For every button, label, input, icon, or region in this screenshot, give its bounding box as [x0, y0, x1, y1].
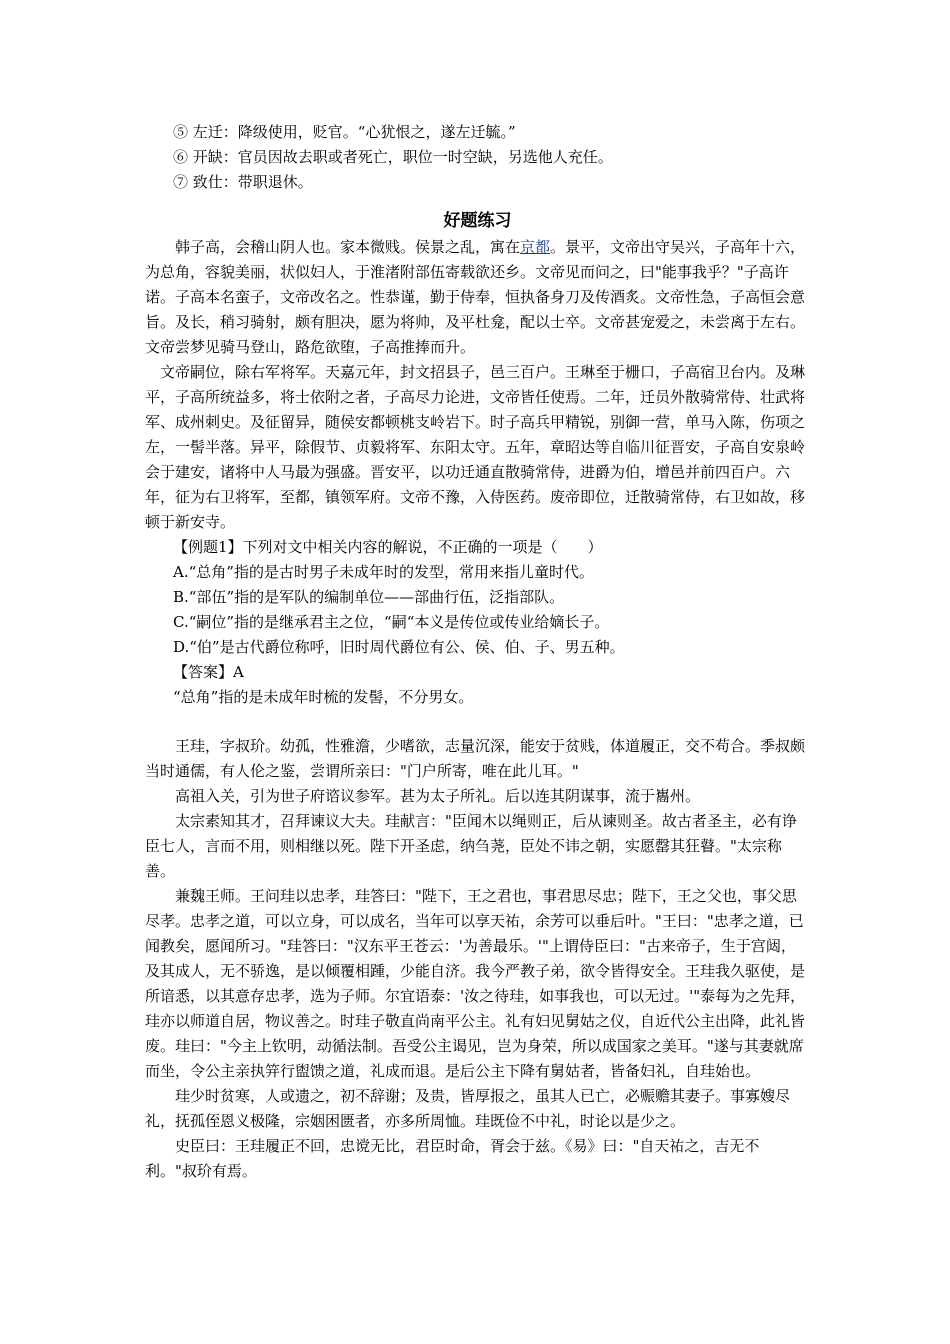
- passage2-paragraph-2: 高祖入关，引为世子府谘议参军。甚为太子所礼。后以连其阴谋事，流于巂州。: [175, 787, 701, 805]
- passage2-paragraph-6: 史臣曰：王珪履正不回，忠谠无比，君臣时命，胥会于兹。《易》曰："自天祐之，吉无不利。"叔玠有焉。: [145, 1137, 760, 1180]
- question-option-a: A.“总角”指的是古时男子未成年时的发型，常用来指儿童时代。: [173, 563, 594, 581]
- passage2-paragraph-1: 王珪，字叔玠。幼孤，性雅澹，少嗜欲，志量沉深，能安于贫贱，体道履正，交不苟合。季叔颇当时通儒，有人伦之鉴，尝谓所亲曰："门户所寄，唯在此儿耳。": [145, 737, 806, 780]
- jingdu-link[interactable]: 京都: [520, 238, 551, 256]
- question-option-d: D.“伯”是古代爵位称呼，旧时周代爵位有公、侯、伯、子、男五种。: [173, 638, 625, 656]
- passage2-paragraph-5: 珪少时贫寒，人或遗之，初不辞谢；及贵，皆厚报之，虽其人已亡，必赈赡其妻子。事寡嫂尽礼，抚孤侄恩义极隆，宗姻困匮者，亦多所周恤。珪既俭不中礼，时论以是少之。: [145, 1087, 791, 1130]
- question-option-b: B.“部伍”指的是军队的编制单位——部曲行伍，泛指部队。: [173, 588, 565, 606]
- question-option-c: C.“嗣位”指的是继承君主之位，“嗣“本义是传位或传业给嫡长子。: [173, 613, 610, 631]
- note-6: ⑥ 开缺：官员因故去职或者死亡，职位一时空缺，另选他人充任。: [173, 148, 613, 166]
- passage2-paragraph-3: 太宗素知其才，召拜谏议大夫。珪献言："臣闻木以绳则正，后从谏则圣。故古者圣主，必有诤臣七人，言而不用，则相继以死。陛下开圣虑，纳刍荛，臣处不讳之朝，实愿罄其狂瞽。"太宗称善。: [145, 812, 797, 880]
- document-body: [145, 120, 810, 1184]
- note-5: ⑤ 左迁：降级使用，贬官。“心犹恨之，遂左迁毓。”: [173, 123, 516, 141]
- passage2-paragraph-4: 兼魏王师。王问珪以忠孝，珪答曰："陛下，王之君也，事君思尽忠；陛下，王之父也，事父思尽孝。忠孝之道，可以立身，可以成名，当年可以享天祐，余芳可以垂后叶。"王曰："忠孝之道，已闻教矣，愿闻所习。"珪答曰："汉东平王苍云：'为善最乐。'"上谓侍臣曰："古来帝子，生于宫闼，及其成人，无不骄逸，是以倾覆相踵，少能自济。我今严教子弟，欲令皆得安全。王珪我久驱使，是所谙悉，以其意存忠孝，选为子师。尔宜语泰：'汝之待珪，如事我也，可以无过。'"泰每为之先拜，珪亦以师道自居，物议善之。时珪子敬直尚南平公主。礼有妇见舅姑之仪，自近代公主出降，此礼皆废。珪曰："今主上钦明，动循法制。吾受公主谒见，岂为身荣，所以成国家之美耳。"遂与其妻就席而坐，令公主亲执笄行盥馈之道，礼成而退。是后公主下降有舅姑者，皆备妇礼，自珪始也。: [145, 887, 806, 1080]
- passage1-paragraph-1: [145, 235, 810, 360]
- section-title: 好题练习: [443, 211, 512, 231]
- note-7: ⑦ 致仕：带职退休。: [173, 173, 313, 191]
- question-stem: 【例题1】下列对文中相关内容的解说，不正确的一项是（ ）: [173, 538, 603, 556]
- question-explanation: “总角”指的是未成年时梳的发髻，不分男女。: [173, 688, 474, 706]
- passage1-text-after-link: 。景平，文帝出守吴兴，子高年十六，为总角，容貌美丽，状似妇人，于淮渚附部伍寄载欲还乡。文帝见而问之，曰"能事我乎？"子高许诺。子高本名蛮子，文帝改名之。性恭谨，勤于侍奉，恒执备身刀及传酒炙。文帝性急，子高恒会意旨。及长，稍习骑射，颇有胆决，愿为将帅，及平杜龛，配以士卒。文帝甚宠爱之，未尝离于左右。文帝尝梦见骑马登山，路危欲堕，子高推捧而升。: [145, 238, 806, 356]
- passage1-paragraph-2: 文帝嗣位，除右军将军。天嘉元年，封文招县子，邑三百户。王琳至于栅口，子高宿卫台内。及琳平，子高所统益多，将士依附之者，子高尽力论进，文帝皆任使焉。二年，迁员外散骑常侍、壮武将军、成州刺史。及征留异，随侯安都顿桃支岭岩下。时子高兵甲精锐，别御一营，单马入陈，伤项之左，一髻半落。异平，除假节、贞毅将军、东阳太守。五年，章昭达等自临川征晋安，子高自安泉岭会于建安，诸将中人马最为强盛。晋安平，以功迁通直散骑常侍，进爵为伯，增邑并前四百户。六年，征为右卫将军，至都，镇领军府。文帝不豫，入侍医药。废帝即位，迁散骑常侍，右卫如故，移顿于新安寺。: [145, 363, 806, 531]
- question-answer: 【答案】A: [173, 663, 244, 681]
- spacer: [145, 710, 810, 734]
- passage1-text-before-link: 韩子高，会稽山阴人也。家本微贱。侯景之乱，寓在: [175, 238, 521, 256]
